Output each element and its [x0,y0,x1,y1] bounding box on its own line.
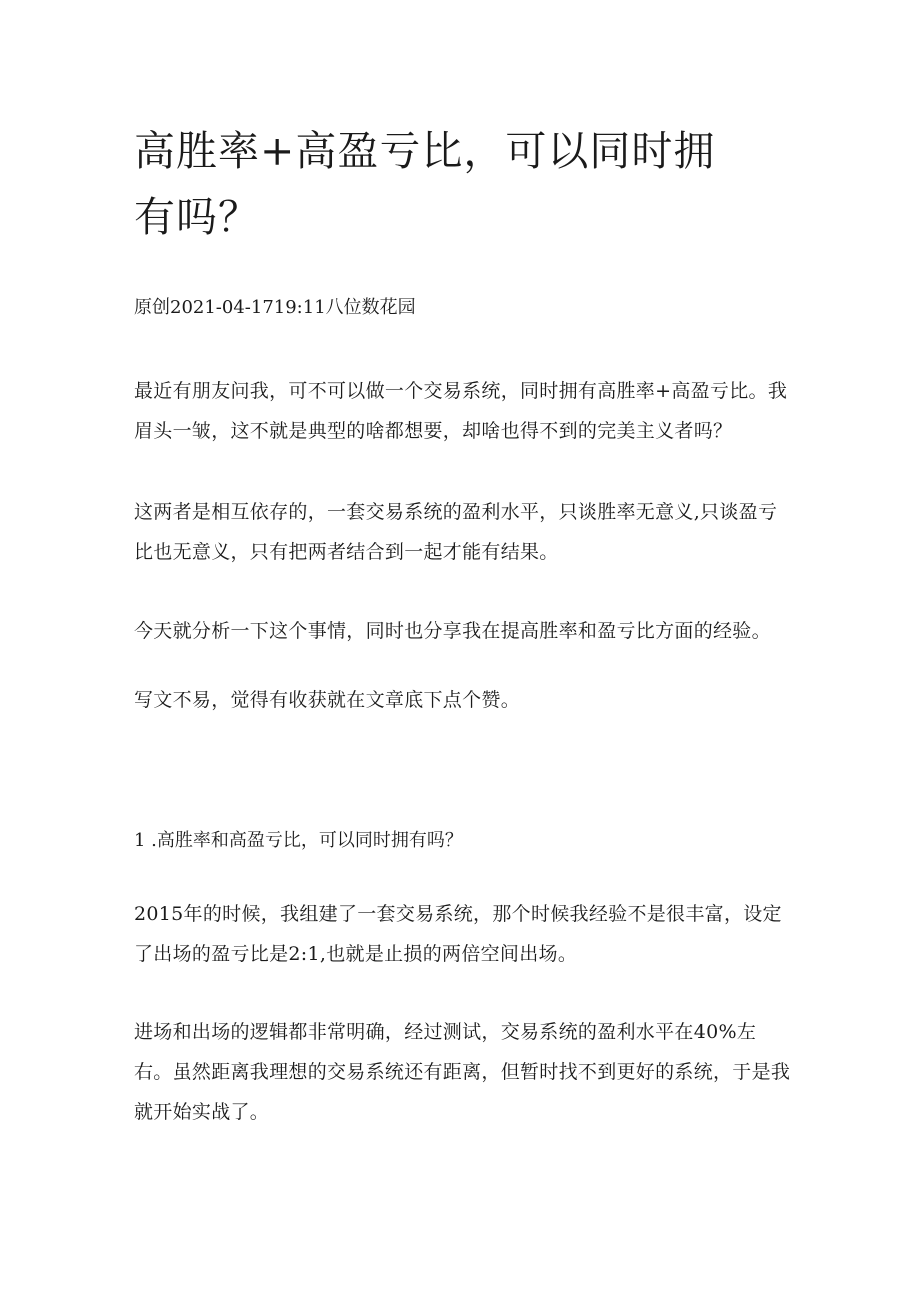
intro-paragraph: 最近有朋友问我，可不可以做一个交易系统，同时拥有高胜率+高盈亏比。我眉头一皱，这不就是典型的啥都想要，却啥也得不到的完美主义者吗？ [134,380,788,442]
body-paragraph: 进场和出场的逻辑都非常明确，经过测试，交易系统的盈利水平在40%左右。虽然距离我理想的交易系统还有距离，但暂时找不到更好的系统，于是我就开始实战了。 [134,1021,791,1123]
article-meta: 原创2021-04-1719:11八位数花园 [134,297,416,318]
body-paragraph: 2015年的时候，我组建了一套交易系统，那个时候我经验不是很丰富，设定了出场的盈亏比是2:1,也就是止损的两倍空间出场。 [134,903,782,965]
intro-paragraph: 这两者是相互依存的，一套交易系统的盈利水平，只谈胜率无意义,只谈盈亏比也无意义，只有把两者结合到一起才能有结果。 [134,501,778,563]
intro-paragraph: 今天就分析一下这个事情，同时也分享我在提高胜率和盈亏比方面的经验。 [134,620,771,642]
article-title: 高胜率+高盈亏比，可以同时拥有吗？ [134,127,716,241]
section-heading: 1 .高胜率和高盈亏比，可以同时拥有吗？ [134,830,463,851]
intro-paragraph: 写文不易，觉得有收获就在文章底下点个赞。 [134,689,521,711]
